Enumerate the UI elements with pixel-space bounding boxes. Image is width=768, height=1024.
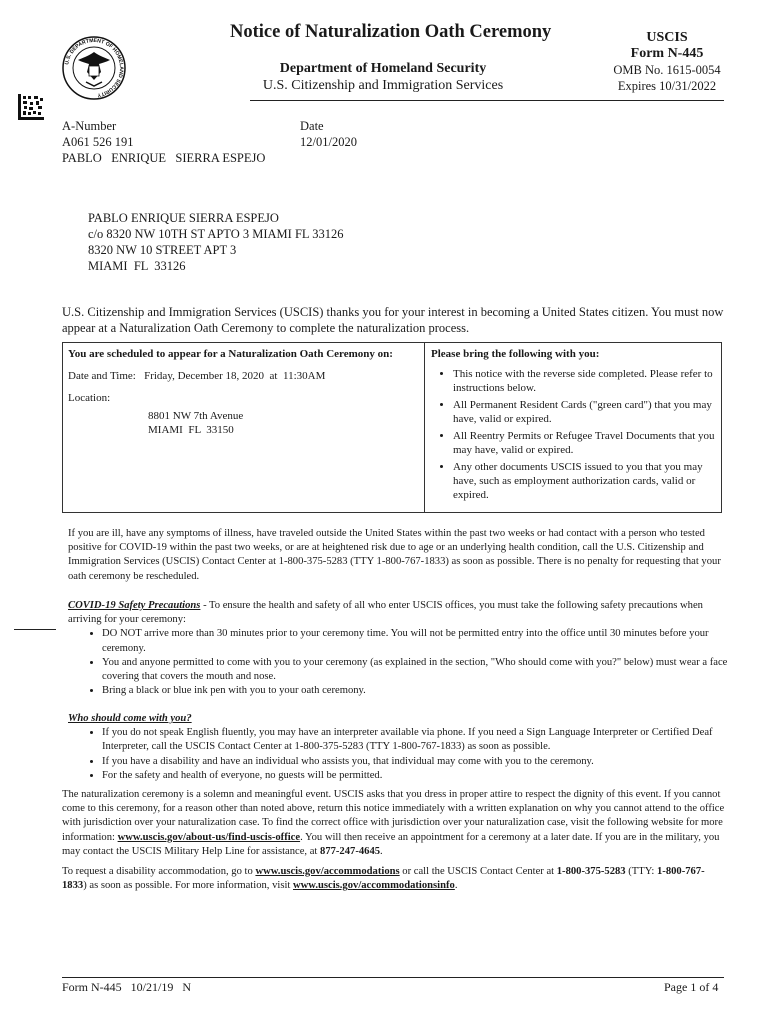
location-line: MIAMI FL 33150 xyxy=(148,424,234,436)
form-expiration: Expires 10/31/2022 xyxy=(617,79,717,93)
footer-page-number: Page 1 of 4 xyxy=(664,980,719,994)
location-line: 8801 NW 7th Avenue xyxy=(148,410,244,422)
datetime-row xyxy=(68,369,419,383)
disability-text: . xyxy=(454,880,458,892)
safety-intro-text: - To ensure the health and safety of all who enter USCIS offices, you must take the following safety precautions when arriving for your ceremony: xyxy=(68,600,703,626)
form-agency: USCIS xyxy=(646,30,688,45)
disability-text: To request a disability accommodation, go to xyxy=(62,866,256,877)
disability-text: (TTY: xyxy=(625,866,657,877)
disability-text: ) as soon as possible. For more information, visit xyxy=(83,880,293,892)
list-item: • This notice with the reverse side completed. Please refer to instructions below. xyxy=(453,367,715,395)
dhs-seal xyxy=(62,36,126,100)
list-item: • All Reentry Permits or Refugee Travel Documents that you may have, valid or expired. xyxy=(453,429,715,457)
safety-section xyxy=(68,599,728,698)
a-number-label: A-Number xyxy=(62,119,117,133)
agency-name: U.S. Citizenship and Immigration Services xyxy=(262,78,504,93)
applicant-name: PABLO ENRIQUE SIERRA ESPEJO xyxy=(62,151,266,165)
tty-phone: 1-800-767-1833 xyxy=(62,866,705,892)
safety-intro xyxy=(68,599,728,627)
department-name: Department of Homeland Security xyxy=(279,61,487,76)
date-value: 12/01/2020 xyxy=(300,135,357,149)
who-heading: Who should come with you? xyxy=(68,713,192,724)
footer-form-id: Form N-445 10/21/19 N xyxy=(62,980,191,994)
address-line: c/o 8320 NW 10TH ST APTO 3 MIAMI FL 33126 xyxy=(88,227,344,241)
list-item: • If you have a disability and have an individual who assists you, that individual may come with you to the ceremony. xyxy=(102,755,728,769)
covid-illness-paragraph: If you are ill, have any symptoms of illness, have traveled outside the United States within the past two weeks or had contact with a person who tested positive for COVID-19 within the past two weeks, or are at heightened risk due to age or an underlying health condition, call the U.S. Citizenship and Immigration Services (USCIS) Contact Center at 1-800-375-5283 (TTY 1-800-767-1833) as soon as possible. There is no penalty for requesting that your oath ceremony be rescheduled. xyxy=(68,528,721,582)
a-number-value: A061 526 191 xyxy=(62,135,134,149)
military-help-phone: 877-247-4645 xyxy=(320,845,381,857)
date-block xyxy=(300,118,357,150)
find-office-link[interactable]: www.uscis.gov/about-us/find-uscis-office xyxy=(117,831,301,843)
margin-mark xyxy=(14,629,56,630)
list-item: • All Permanent Resident Cards ("green card") that you may have, valid or expired. xyxy=(453,398,715,426)
footer-divider xyxy=(62,977,724,978)
ceremony-paragraph xyxy=(62,788,728,859)
form-number: Form N-445 xyxy=(630,46,704,61)
a-number-block xyxy=(62,118,265,166)
disability-paragraph xyxy=(62,865,728,893)
date-label: Date xyxy=(300,119,324,133)
barcode-icon xyxy=(18,94,44,120)
bring-header: Please bring the following with you: xyxy=(431,348,600,360)
bring-list xyxy=(431,367,715,502)
who-section xyxy=(68,712,728,783)
intro-paragraph: U.S. Citizenship and Immigration Services (USCIS) thanks you for your interest in becoming a United States citizen. You must now appear at a Naturalization Oath Ceremony to complete the naturalization process. xyxy=(62,305,724,335)
address-line: 8320 NW 10 STREET APT 3 xyxy=(88,243,237,257)
ceremony-details-box xyxy=(62,342,722,513)
list-item: • You and anyone permitted to come with you to your ceremony (as explained in the section, "Who should come with you?" below) must wear a face covering that covers the mouth and nose. xyxy=(102,656,728,684)
ceremony-text: The naturalization ceremony is a solemn and meaningful event. USCIS asks that you dress in proper attire to respect the dignity of this event. If you cannot come to this ceremony, for a reason other than noted above, return this notice immediately with a written explanation on why you cannot attend to the office with jurisdiction over your naturalization case. To find the correct office with jurisdiction over your naturalization case, visit the following website for more information: xyxy=(62,789,725,843)
datetime-label: Date and Time: xyxy=(68,370,136,382)
safety-heading: COVID-19 Safety Precautions xyxy=(68,600,201,611)
seal-text: U.S. DEPARTMENT OF HOMELAND SECURITY xyxy=(64,37,125,98)
header-divider xyxy=(250,100,724,101)
list-item: • For the safety and health of everyone, no guests will be permitted. xyxy=(102,769,728,783)
ceremony-text: . You will then receive an appointment for a ceremony at a later date. If you are in the military, you may contact the USCIS Military Help Line for assistance, at xyxy=(62,831,720,857)
list-item: • Bring a black or blue ink pen with you to your oath ceremony. xyxy=(102,684,728,698)
disability-text: or call the USCIS Contact Center at xyxy=(399,866,557,877)
list-item: • DO NOT arrive more than 30 minutes prior to your ceremony time. You will not be permitted entry into the office until 30 minutes before your ceremony. xyxy=(102,627,728,655)
omb-number: OMB No. 1615-0054 xyxy=(613,63,721,77)
mailing-address xyxy=(88,210,343,274)
address-line: PABLO ENRIQUE SIERRA ESPEJO xyxy=(88,211,279,225)
agency-block xyxy=(250,61,516,94)
ceremony-text: . xyxy=(380,845,383,857)
list-item: • If you do not speak English fluently, you may have an interpreter available via phone. If you need a Sign Language Interpreter or Certified Deaf Interpreter, call the USCIS Contact Center at 1-800-375-5283 (TTY 1-800-767-1833) as soon as possible. xyxy=(102,726,728,754)
contact-center-phone: 1-800-375-5283 xyxy=(556,866,626,877)
datetime-value: Friday, December 18, 2020 at 11:30AM xyxy=(144,370,326,382)
page-title: Notice of Naturalization Oath Ceremony xyxy=(230,22,552,42)
safety-list xyxy=(68,627,728,698)
who-list xyxy=(68,726,728,783)
location-label: Location: xyxy=(68,392,111,404)
list-item: • Any other documents USCIS issued to you that you may have, such as employment authorization cards, valid or expired. xyxy=(453,460,715,502)
accommodations-link[interactable]: www.uscis.gov/accommodations xyxy=(255,866,400,877)
address-line: MIAMI FL 33126 xyxy=(88,259,186,273)
schedule-header: You are scheduled to appear for a Naturalization Oath Ceremony on: xyxy=(68,348,393,360)
bring-column xyxy=(425,343,721,512)
accommodations-info-link[interactable]: www.uscis.gov/accommodationsinfo xyxy=(292,880,455,892)
schedule-column xyxy=(63,343,425,512)
form-info xyxy=(604,30,730,94)
